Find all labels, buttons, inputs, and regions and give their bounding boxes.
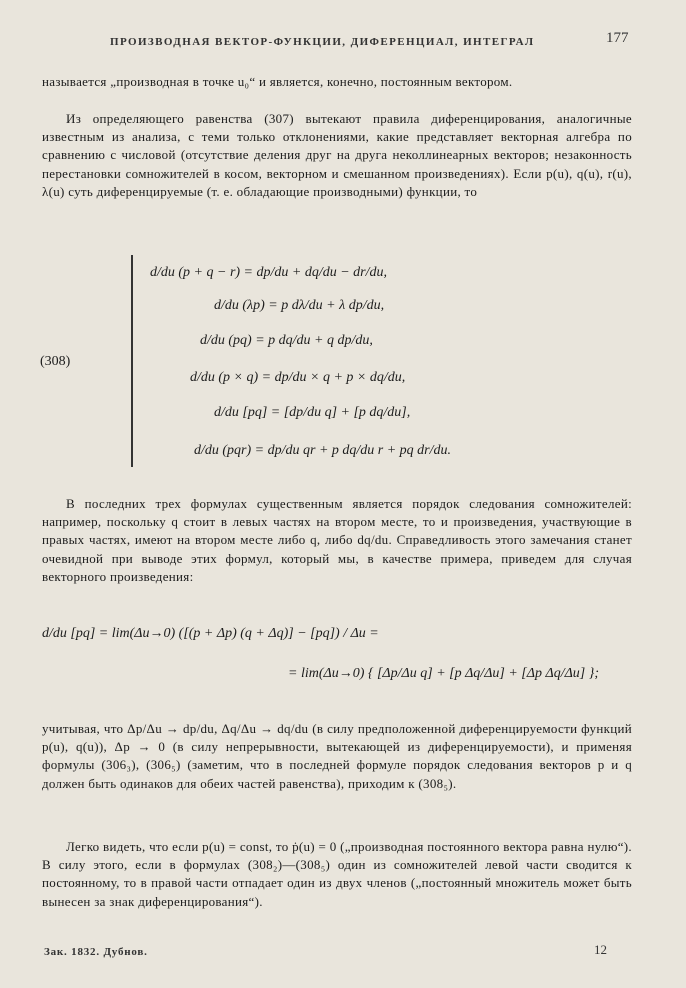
page-number: 177 [606, 30, 629, 46]
formula-label: (308) [40, 354, 71, 369]
paragraph-1: называется „производная в точке u₀“ и является, конечно, постоянным вектором. [42, 74, 513, 89]
derivation-line-2: = lim(Δu→0) { [Δp/Δu q] + [p Δq/Δu] + [Δp Δq/Δu] }; [288, 666, 600, 681]
formula-line-3: d/du (pq) = p dq/du + q dp/du, [200, 333, 373, 348]
printer-note: Зак. 1832. Дубнов. [44, 946, 148, 958]
formula-line-6: d/du (pqr) = dp/du qr + p dq/du r + pq dr/du. [194, 443, 452, 458]
paragraph-4: учитывая, что Δp/Δu → dp/du, Δq/Δu → dq/du (в силу предположенной диференцируемости функций p(u), q(u)), Δp → 0 (в силу непрерывности, вытекающей из диференцируемости), и применяя формулы (306₃), (306₅) (заметим, что в последней формуле порядок следования векторов p и q должен быть одинаков для обеих частей равенства), приходим к (308₅). [42, 721, 632, 791]
paragraph-5: Легко видеть, что если p(u) = const, то ṗ(u) = 0 („производная постоянного вектора равна нулю“). В силу этого, если в формулах (308₂)—(308₅) один из сомножителей левой части сводится к постоянному, то в правой части отпадает один из двух членов („постоянный множитель может быть вынесен за знак диференцирования“). [42, 839, 632, 909]
formula-line-1: d/du (p + q − r) = dp/du + dq/du − dr/du, [150, 265, 388, 280]
formula-brace [131, 255, 133, 467]
signature-number: 12 [594, 942, 607, 957]
formula-line-2: d/du (λp) = p dλ/du + λ dp/du, [214, 298, 385, 313]
derivation-line-1: d/du [pq] = lim(Δu→0) ([(p + Δp) (q + Δq)] − [pq]) / Δu = [42, 626, 379, 641]
running-head: ПРОИЗВОДНАЯ ВЕКТОР-ФУНКЦИИ, ДИФЕРЕНЦИАЛ, ИНТЕГРАЛ [110, 36, 535, 48]
formula-line-4: d/du (p × q) = dp/du × q + p × dq/du, [190, 370, 406, 385]
paragraph-2: Из определяющего равенства (307) вытекают правила диференцирования, аналогичные известным из анализа, с теми только отклонениями, какие представляет векторная алгебра по сравнению с числовой (отсутствие деления друг на друга неколлинеарных векторов; незаконность перестановки сомножителей в косом, векторном и смешанном произведениях). Если p(u), q(u), r(u), λ(u) суть диференцируемые (т. е. обладающие производными) функции, то [42, 111, 632, 199]
paragraph-3: В последних трех формулах существенным является порядок следования сомножителей: например, поскольку q стоит в левых частях на втором месте, то и произведения, участвующие в правых частях, имеют на втором месте либо q, либо dq/du. Справедливость этого замечания станет очевидной при выводе этих формул, который мы, в качестве примера, приведем для случая векторного произведения: [42, 496, 632, 584]
formula-line-5: d/du [pq] = [dp/du q] + [p dq/du], [214, 405, 411, 420]
